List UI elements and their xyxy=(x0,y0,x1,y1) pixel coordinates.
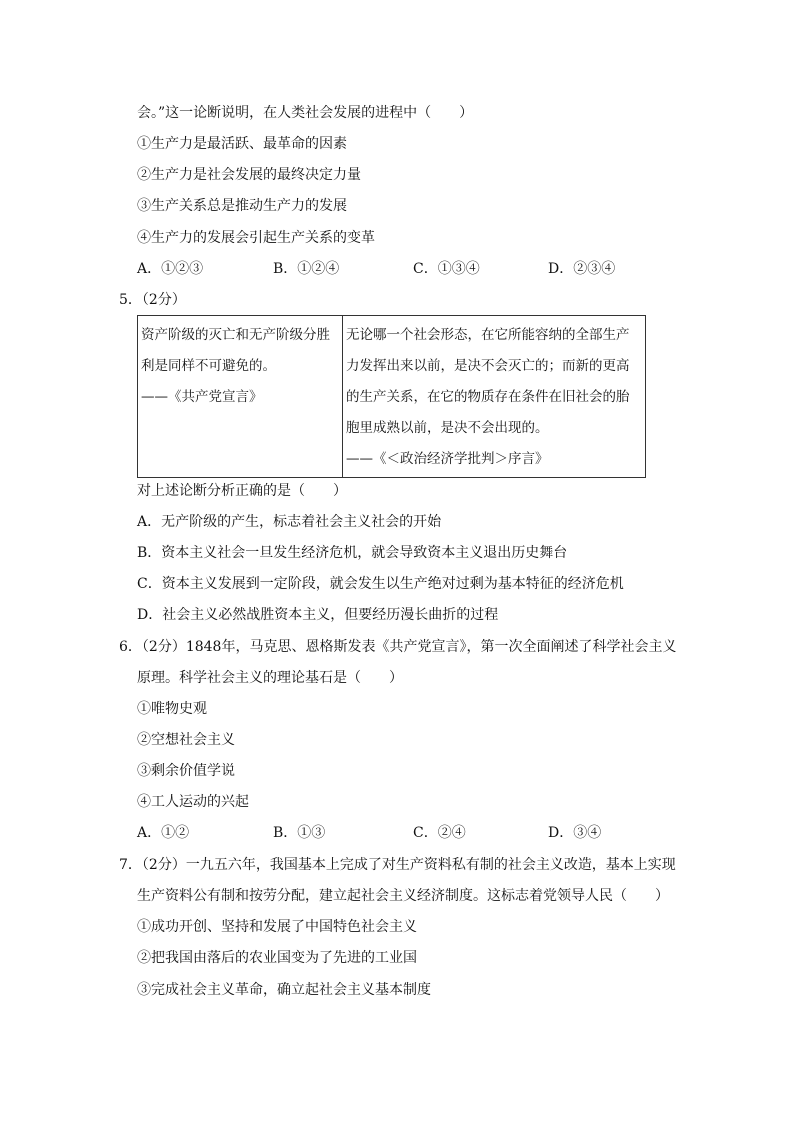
q5-quote-left-source: ——《共产党宣言》 xyxy=(141,389,263,405)
q6-options xyxy=(137,823,657,843)
q5-quote-right-line-3: 的生产关系，在它的物质存在条件在旧社会的胎 xyxy=(346,389,630,405)
q4-item-3: ③生产关系总是推动生产力的发展 xyxy=(137,198,347,214)
q7-item-1: ①成功开创、坚持和发展了中国特色社会主义 xyxy=(137,919,417,935)
q4-item-1: ①生产力是最活跃、最革命的因素 xyxy=(137,136,347,152)
q5-quote-right-line-2: 力发挥出来以前，是决不会灭亡的；而新的更高 xyxy=(346,358,630,374)
q5-quote-table xyxy=(137,315,646,478)
q5-option-c[interactable]: C．资本主义发展到一定阶段，就会发生以生产绝对过剩为基本特征的经济危机 xyxy=(137,576,624,592)
q4-option-d[interactable]: D．②③④ xyxy=(548,261,616,277)
q6-stem-line-2: 原理。科学社会主义的理论基石是（ ） xyxy=(137,670,403,686)
q4-option-b[interactable]: B．①②④ xyxy=(273,261,340,277)
q5-quote-right xyxy=(343,316,646,478)
q4-options xyxy=(137,259,657,279)
q4-item-4: ④生产力的发展会引起生产关系的变革 xyxy=(137,230,375,246)
q4-item-2: ②生产力是社会发展的最终决定力量 xyxy=(137,167,361,183)
q6-option-d[interactable]: D．③④ xyxy=(548,825,602,841)
q7-item-3: ③完成社会主义革命，确立起社会主义基本制度 xyxy=(137,982,431,998)
q5-stem: 对上述论断分析正确的是（ ） xyxy=(137,483,347,499)
q4-option-c[interactable]: C．①③④ xyxy=(413,261,480,277)
q5-quote-right-source: ——《＜政治经济学批判＞序言》 xyxy=(346,451,549,467)
q6-option-a[interactable]: A．①② xyxy=(137,825,190,841)
q6-stem-line-1: 6．（2分）1848年，马克思、恩格斯发表《共产党宣言》，第一次全面阐述了科学社会主义 xyxy=(119,639,677,655)
q4-stem-tail: 会。”这一论断说明，在人类社会发展的进程中（ ） xyxy=(137,105,474,121)
q6-option-b[interactable]: B．①③ xyxy=(273,825,326,841)
q6-item-2: ②空想社会主义 xyxy=(137,732,235,748)
q5-option-d[interactable]: D．社会主义必然战胜资本主义，但要经历漫长曲折的过程 xyxy=(137,607,499,623)
q5-option-a[interactable]: A．无产阶级的产生，标志着社会主义社会的开始 xyxy=(137,514,442,530)
q5-quote-right-line-4: 胞里成熟以前，是决不会出现的。 xyxy=(346,420,549,436)
q6-item-3: ③剩余价值学说 xyxy=(137,763,235,779)
q5-quote-left xyxy=(138,316,343,478)
q5-quote-right-line-1: 无论哪一个社会形态，在它所能容纳的全部生产 xyxy=(346,327,630,343)
q7-stem-line-2: 生产资料公有制和按劳分配，建立起社会主义经济制度。这标志着党领导人民（ ） xyxy=(137,888,669,904)
q4-option-a[interactable]: A．①②③ xyxy=(137,261,204,277)
q7-stem-line-1: 7．（2分）一九五六年，我国基本上完成了对生产资料私有制的社会主义改造，基本上实现 xyxy=(119,857,676,873)
q6-option-c[interactable]: C．②④ xyxy=(413,825,466,841)
q7-item-2: ②把我国由落后的农业国变为了先进的工业国 xyxy=(137,950,417,966)
q6-item-4: ④工人运动的兴起 xyxy=(137,794,249,810)
q5-number: 5．（2分） xyxy=(119,292,186,308)
q5-option-b[interactable]: B．资本主义社会一旦发生经济危机，就会导致资本主义退出历史舞台 xyxy=(137,545,568,561)
q5-quote-left-line-2: 利是同样不可避免的。 xyxy=(141,358,276,374)
q5-quote-left-line-1: 资产阶级的灭亡和无产阶级分胜 xyxy=(141,327,330,343)
q6-item-1: ①唯物史观 xyxy=(137,701,207,717)
